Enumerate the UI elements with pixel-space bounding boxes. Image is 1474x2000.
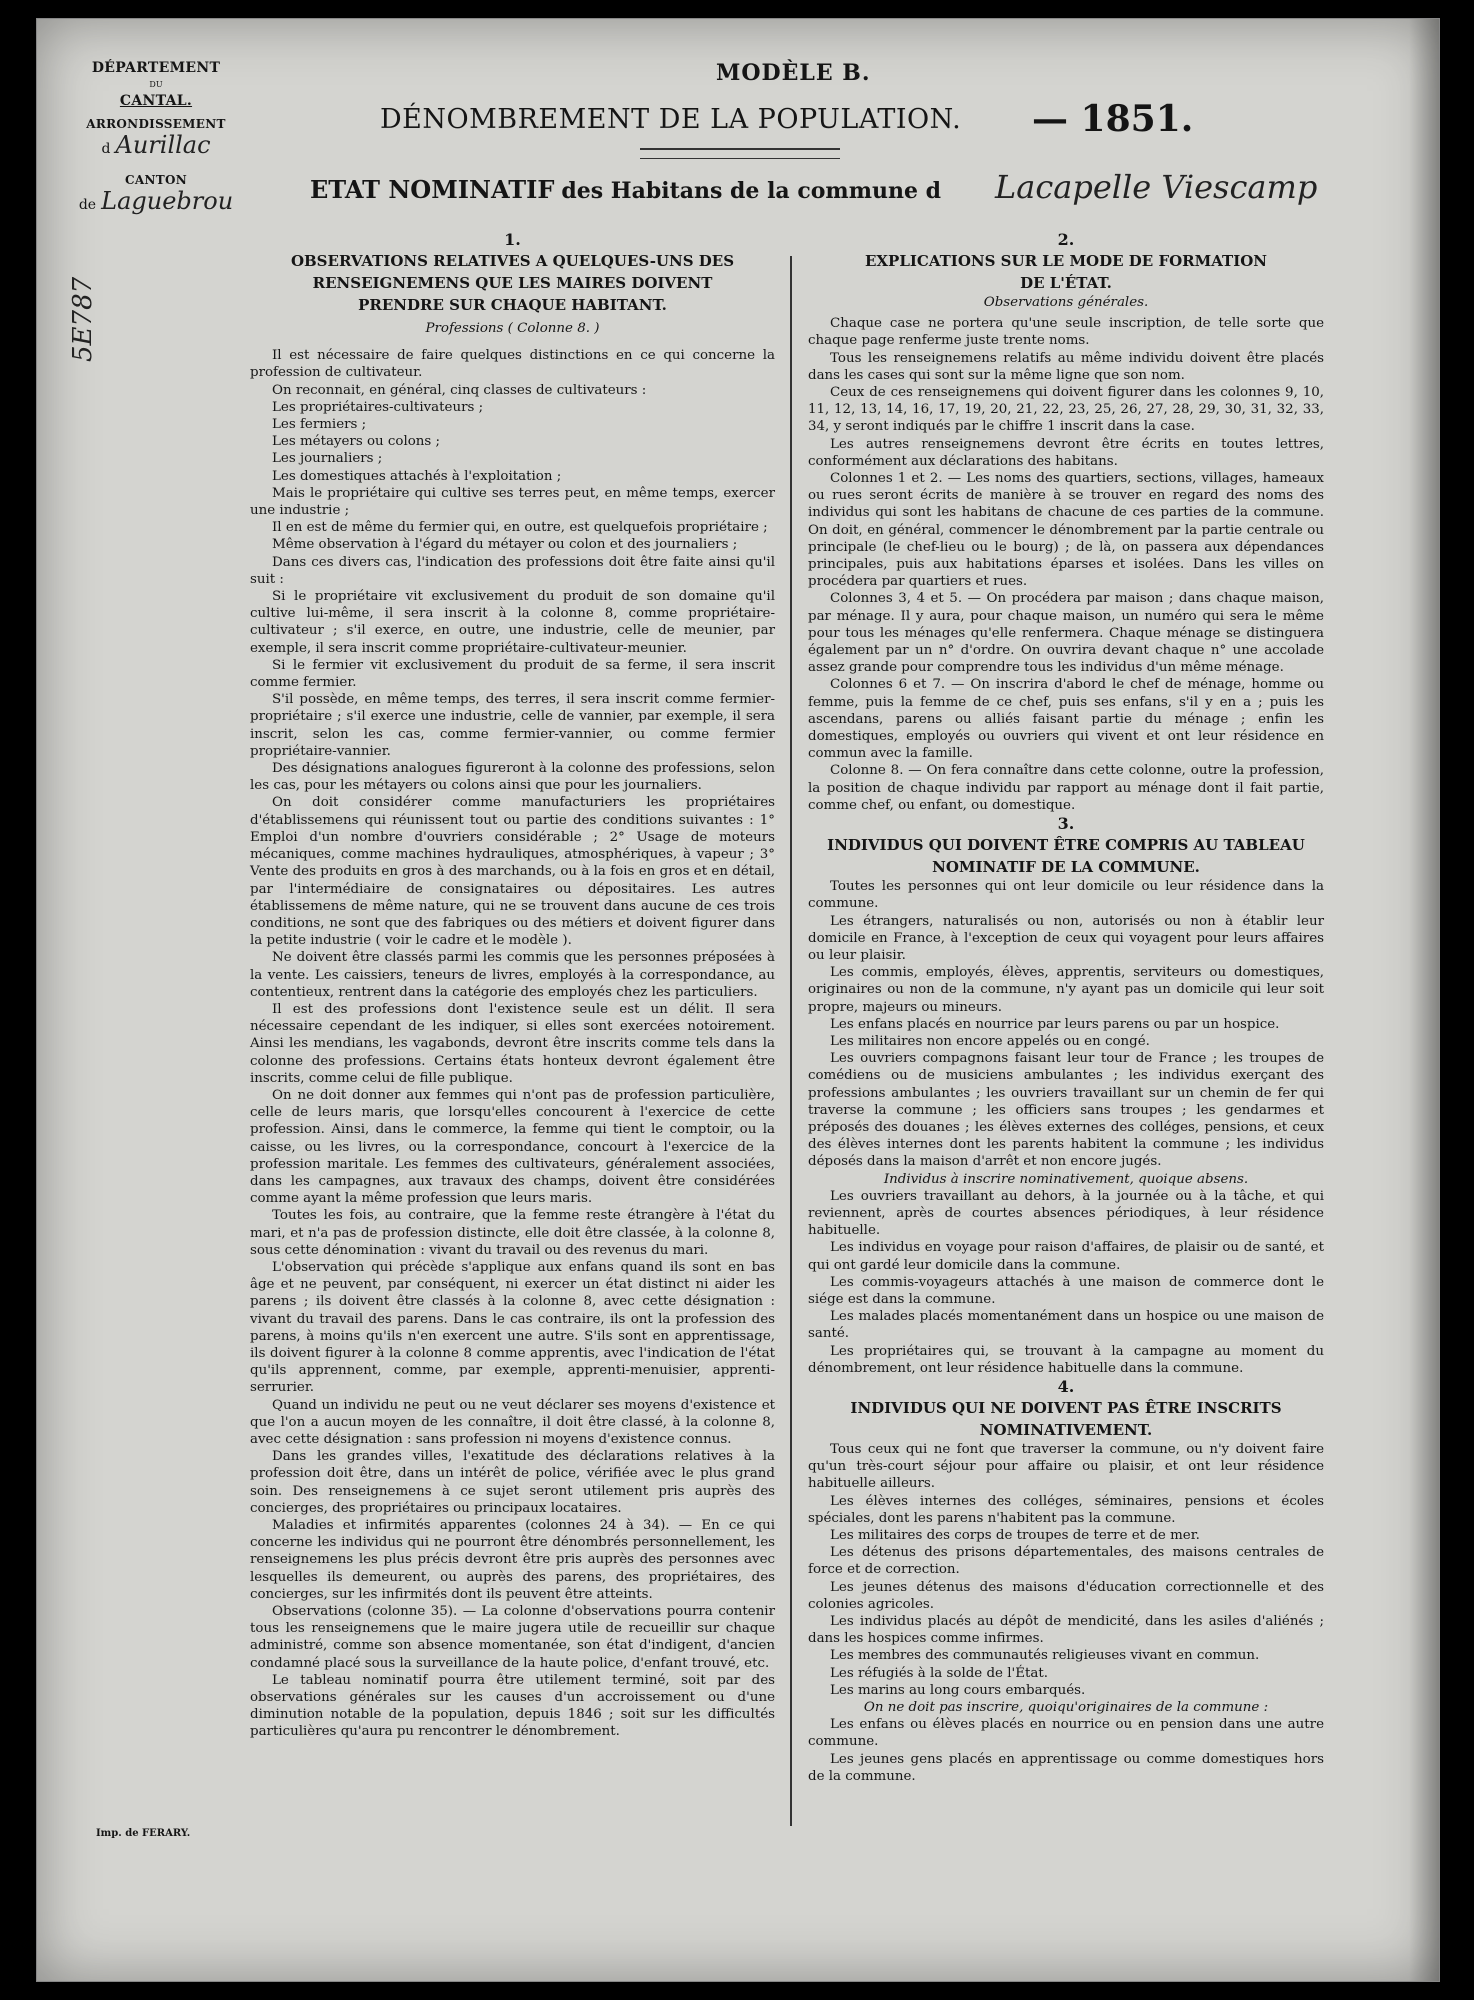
paragraph: Le tableau nominatif pourra être utilement terminé, soit par des observations générales sur les causes d'un accroissement ou d'une diminution notable de la population, depuis 1846 ; soit sur les difficultés particulières qu'aura pu rencontrer le dénombrement. bbox=[250, 1672, 775, 1740]
section-3-absent-body bbox=[808, 1188, 1324, 1377]
paragraph: Les autres renseignemens devront être écrits en toutes lettres, conformément aux déclarations des habitans. bbox=[808, 436, 1324, 469]
paragraph: Les enfans placés en nourrice par leurs parens ou par un hospice. bbox=[830, 1016, 1280, 1032]
paragraph: On reconnait, en général, cinq classes de cultivateurs : bbox=[272, 382, 647, 398]
paragraph: Toutes les fois, au contraire, que la femme reste étrangère à l'état du mari, et n'a pas de profession distincte, elle doit être classée, à la colonne 8, sous cette dénomination : vivant du travail ou des revenus du mari. bbox=[250, 1208, 775, 1258]
paragraph: Les militaires des corps de troupes de terre et de mer. bbox=[830, 1528, 1200, 1543]
paragraph: Les marins au long cours embarqués. bbox=[830, 1682, 1086, 1698]
paragraph: Les jeunes gens placés en apprentissage ou comme domestiques hors de la commune. bbox=[808, 1751, 1324, 1784]
section-4-native-body bbox=[808, 1716, 1324, 1785]
paragraph: Les ouvriers travaillant au dehors, à la journée ou à la tâche, et qui reviennent, après de courtes absences périodiques, à leur résidence habituelle. bbox=[808, 1188, 1324, 1239]
paragraph: Des désignations analogues figureront à la colonne des professions, selon les cas, pour les métayers ou colons ainsi que pour les journaliers. bbox=[250, 761, 775, 794]
paragraph: Les propriétaires-cultivateurs ; bbox=[272, 399, 484, 415]
arrondissement-label: ARRONDISSEMENT bbox=[86, 117, 226, 131]
paragraph: Les individus placés au dépôt de mendicité, dans les asiles d'aliénés ; dans les hospices comme infirmes. bbox=[808, 1614, 1324, 1647]
subtitle-rest: des Habitans de la commune d bbox=[561, 178, 942, 204]
departement-value: CANTAL. bbox=[119, 93, 193, 109]
paragraph: Les étrangers, naturalisés ou non, autorisés ou non à établir leur domicile en France, à l'exception de ceux qui voyagent pour leurs affaires ou leur plaisir. bbox=[808, 913, 1324, 963]
section-3-body bbox=[808, 878, 1324, 1170]
paragraph: Les membres des communautés religieuses vivant en commun. bbox=[830, 1648, 1260, 1664]
section-1-subhead: Professions ( Colonne 8. ) bbox=[425, 321, 600, 336]
section-number-2: 2. bbox=[1057, 230, 1075, 249]
section-4-heading-line-1: INDIVIDUS QUI NE DOIVENT PAS ÊTRE INSCRITS bbox=[850, 1398, 1282, 1417]
section-4-body bbox=[808, 1441, 1324, 1699]
section-1-heading-line-1: OBSERVATIONS RELATIVES A QUELQUES-UNS DES bbox=[290, 252, 735, 270]
canton-row bbox=[58, 187, 254, 215]
section-4-subhead: On ne doit pas inscrire, quoiqu'originaires de la commune : bbox=[863, 1700, 1269, 1716]
section-2-subhead: Observations générales. bbox=[983, 295, 1149, 310]
paragraph: Chaque case ne portera qu'une seule inscription, de telle sorte que chaque page renferme juste trente noms. bbox=[808, 316, 1324, 349]
arrondissement-handwritten: Aurillac bbox=[115, 131, 211, 159]
paragraph: Les enfans ou élèves placés en nourrice ou en pension dans une autre commune. bbox=[808, 1717, 1324, 1750]
page-title: DÉNOMBREMENT DE LA POPULATION. bbox=[380, 104, 962, 135]
paragraph: Les propriétaires qui, se trouvant à la campagne au moment du dénombrement, ont leur résidence habituelle dans la commune. bbox=[808, 1343, 1324, 1376]
paragraph: Même observation à l'égard du métayer ou colon et des journaliers ; bbox=[272, 537, 738, 553]
modele-label: MODÈLE B. bbox=[716, 60, 871, 86]
section-1-heading-line-3: PRENDRE SUR CHAQUE HABITANT. bbox=[358, 296, 667, 314]
paragraph: Les commis-voyageurs attachés à une maison de commerce dont le siége est dans la commune. bbox=[808, 1274, 1324, 1307]
paragraph: Les malades placés momentanément dans un hospice ou une maison de santé. bbox=[808, 1309, 1324, 1342]
section-3-subhead: Individus à inscrire nominativement, quoique absens. bbox=[883, 1171, 1249, 1187]
census-year: — 1851. bbox=[1032, 98, 1194, 140]
paragraph: Les individus en voyage pour raison d'affaires, de plaisir ou de santé, et qui ont gardé leur domicile dans la commune. bbox=[808, 1240, 1324, 1273]
paragraph: Ceux de ces renseignemens qui doivent figurer dans les colonnes 9, 10, 11, 12, 13, 14, 16, 17, 19, 20, 21, 22, 23, 25, 26, 27, 28, 29, 30, 31, 32, 33, 34, y seront indiqués par le chiffre 1 inscrit dans la case. bbox=[808, 385, 1324, 435]
paragraph: Si le propriétaire vit exclusivement du produit de son domaine qu'il cultive lui-même, il sera inscrit à la colonne 8, comme propriétaire-cultivateur ; s'il exerce, en outre, une industrie, celle de meunier, par exemple, il sera inscrit comme propriétaire-cultivateur-meunier. bbox=[250, 589, 775, 656]
canton-handwritten: Laguebrou bbox=[101, 187, 234, 215]
section-number-4: 4. bbox=[1057, 1376, 1075, 1396]
paragraph: Dans ces divers cas, l'indication des professions doit être faite ainsi qu'il suit : bbox=[250, 554, 775, 587]
paragraph: Colonnes 3, 4 et 5. — On procédera par maison ; dans chaque maison, par ménage. Il y aura, pour chaque maison, un numéro qui sera le même pour tous les ménages qu'elle renfermera. Chaque ménage se distinguera également par un n° d'ordre. On ouvrira devant chaque n° une accolade assez grande pour comprendre tous les individus d'un même ménage. bbox=[808, 591, 1324, 676]
paragraph: Il en est de même du fermier qui, en outre, est quelquefois propriétaire ; bbox=[272, 520, 768, 536]
paragraph: Les ouvriers compagnons faisant leur tour de France ; les troupes de comédiens ou de musiciens ambulantes ; les individus exerçant des professions ambulantes ; les ouvriers travaillant sur un chemin de fer qui traverse la commune ; les officiers sans troupes ; les gendarmes et préposés des douanes ; les élèves externes des colléges, pensions, et ceux des élèves internes dont les parents habitent la commune ; les individus déposés dans la maison d'arrêt et non encore jugés. bbox=[808, 1051, 1324, 1170]
paragraph: Les journaliers ; bbox=[272, 451, 383, 467]
paragraph: Colonnes 6 et 7. — On inscrira d'abord le chef de ménage, homme ou femme, puis la femme de ce chef, puis ses enfans, s'il y en a ; puis les ascendans, parens ou alliés faisant partie du ménage ; enfin les domestiques, employés ou ouvriers qui vivent et ont leur résidence en commun avec la famille. bbox=[808, 677, 1324, 762]
section-number-1: 1. bbox=[504, 230, 521, 249]
paragraph: Colonnes 1 et 2. — Les noms des quartiers, sections, villages, hameaux ou rues seront écrits de manière à se trouver en regard des noms des individus qui sont les habitans de chacune de ces parties de la commune. On doit, en général, commencer le dénombrement par la partie centrale ou principale (le chef-lieu ou le bourg) ; de là, on passera aux dépendances principales, puis aux habitations éparses et isolées. Dans les villes on procédera par quartiers et rues. bbox=[808, 471, 1324, 590]
ornament-divider bbox=[640, 148, 840, 159]
column-divider bbox=[790, 256, 792, 1826]
subtitle-lead: ETAT NOMINATIF bbox=[310, 175, 555, 204]
paragraph: Tous les renseignemens relatifs au même individu doivent être placés dans les cases qui sont sur la même ligne que son nom. bbox=[808, 350, 1324, 383]
section-number-3: 3. bbox=[1057, 814, 1075, 834]
paragraph: Quand un individu ne peut ou ne veut déclarer ses moyens d'existence et que l'on a aucun moyen de les connaître, il doit être classé, à la colonne 8, avec cette désignation : sans profession ni moyens d'existence connus. bbox=[250, 1397, 775, 1447]
admin-block bbox=[58, 60, 254, 215]
arrondissement-row bbox=[58, 131, 254, 159]
subtitle bbox=[310, 175, 941, 204]
paragraph: Les jeunes détenus des maisons d'éducation correctionnelle et des colonies agricoles. bbox=[808, 1579, 1324, 1612]
section-4-heading-line-2: NOMINATIVEMENT. bbox=[979, 1420, 1153, 1439]
canton-prefix: de bbox=[78, 197, 97, 213]
paragraph: Les fermiers ; bbox=[272, 417, 367, 433]
section-2-heading-line-2: DE L'ÉTAT. bbox=[1020, 274, 1112, 292]
section-2-heading-line-1: EXPLICATIONS SUR LE MODE DE FORMATION bbox=[864, 252, 1268, 270]
paragraph: Les réfugiés à la solde de l'État. bbox=[830, 1665, 1048, 1681]
paragraph: Mais le propriétaire qui cultive ses terres peut, en même temps, exercer une industrie ; bbox=[250, 485, 775, 519]
paragraph: On doit considérer comme manufacturiers les propriétaires d'établissemens qui réunissent tout ou partie des conditions suivantes : 1° Emploi d'un nombre d'ouvriers considérable ; 2° Usage de moteurs mécaniques, comme machines hydrauliques, atmosphériques, à vapeur ; 3° Vente des produits en gros à des marchands, ou à la fois en gros et en détail, par l'intermédiaire de consignataires ou dépositaires. Les autres établissemens de même nature, qui ne se trouvent dans aucune de ces trois conditions, ne sont que des fabriques ou des métiers et doivent figurer dans la petite industrie ( voir le cadre et le modèle ). bbox=[250, 795, 775, 949]
paragraph: Les métayers ou colons ; bbox=[272, 434, 441, 450]
paragraph: L'observation qui précède s'applique aux enfans quand ils sont en bas âge et ne peuvent, par conséquent, ni exercer un état distinct ni aider les parens ; ils doivent être classés à la colonne 8, avec cette désignation : vivant du travail des parens. Dans le cas contraire, ils ont la profession des parens, à moins qu'ils n'en exercent une autre. S'ils sont en apprentissage, ils doivent figurer à la colonne 8 comme apprentis, avec l'indication de l'état qu'ils apprennent, comme, par exemple, apprenti-menuisier, apprenti-serrurier. bbox=[250, 1259, 775, 1396]
paragraph: Colonne 8. — On fera connaître dans cette colonne, outre la profession, la position de chaque individu par rapport au ménage dont il fait partie, comme chef, ou enfant, ou domestique. bbox=[808, 763, 1324, 813]
paragraph: Il est des professions dont l'existence seule est un délit. Il sera nécessaire cependant de les indiquer, si elles sont exercées notoirement. Ainsi les mendians, les vagabonds, devront être inscrits comme tels dans la colonne des professions. Certains états honteux devront également être inscrits, comme celui de fille publique. bbox=[250, 1001, 775, 1086]
paragraph: Maladies et infirmités apparentes (colonnes 24 à 34). — En ce qui concerne les individus qui ne pourront être dénombrés personnellement, les renseignemens les plus précis devront être pris auprès des personnes avec lesquelles ils demeurent, ou auprès des parens, des propriétaires, des concierges, sur les infirmités dont ils peuvent être atteints. bbox=[250, 1518, 775, 1602]
section-1-heading-line-2: RENSEIGNEMENS QUE LES MAIRES DOIVENT bbox=[312, 274, 713, 292]
paragraph: On ne doit donner aux femmes qui n'ont pas de profession particulière, celle de leurs maris, que lorsqu'elles concourent à l'exercice de cette profession. Ainsi, dans le commerce, la femme qui tient le comptoir, ou la caisse, ou les livres, ou la correspondance, concourt à l'exercice de la profession maritale. Les femmes des cultivateurs, généralement associées, dans les campagnes, aux travaux des champs, doivent être considérées comme ayant la même profession que leurs maris. bbox=[250, 1087, 775, 1207]
canton-label: CANTON bbox=[125, 173, 187, 187]
arrondissement-prefix: d bbox=[101, 141, 111, 157]
paragraph: Il est nécessaire de faire quelques distinctions en ce qui concerne la profession de cultivateur. bbox=[250, 348, 775, 381]
paragraph: S'il possède, en même temps, des terres, il sera inscrit comme fermier-propriétaire ; s'il exerce une industrie, celle de vannier, par exemple, il sera inscrit, selon les cas, comme fermier-vannier, ou comme fermier propriétaire-vannier. bbox=[250, 692, 775, 759]
paragraph: Les militaires non encore appelés ou en congé. bbox=[830, 1033, 1150, 1049]
departement-label: DÉPARTEMENT bbox=[91, 60, 221, 76]
right-column bbox=[808, 230, 1324, 1785]
paragraph: Toutes les personnes qui ont leur domicile ou leur résidence dans la commune. bbox=[808, 879, 1324, 912]
margin-archive-note: 5E787 bbox=[68, 276, 98, 362]
paragraph: Les élèves internes des colléges, séminaires, pensions et écoles spéciales, dont les parens n'habitent pas la commune. bbox=[808, 1493, 1324, 1526]
du-label: DU bbox=[149, 80, 163, 89]
section-3-heading-line-1: INDIVIDUS QUI DOIVENT ÊTRE COMPRIS AU TABLEAU bbox=[827, 836, 1305, 855]
paragraph: Si le fermier vit exclusivement du produit de sa ferme, il sera inscrit comme fermier. bbox=[250, 657, 775, 691]
paragraph: Les détenus des prisons départementales, des maisons centrales de force et de correction. bbox=[808, 1545, 1324, 1578]
year-value: 1851. bbox=[1080, 98, 1194, 140]
printer-credit: Imp. de FERARY. bbox=[96, 1828, 191, 1839]
paragraph: Ne doivent être classés parmi les commis que les personnes préposées à la vente. Les caissiers, teneurs de livres, employés à la correspondance, au contentieux, rentrent dans la catégorie des employés chez les particuliers. bbox=[250, 950, 775, 1000]
paragraph: Les domestiques attachés à l'exploitation ; bbox=[272, 468, 562, 484]
section-2-body bbox=[808, 315, 1324, 814]
section-1-body bbox=[250, 347, 775, 1740]
section-3-heading-line-2: NOMINATIF DE LA COMMUNE. bbox=[932, 858, 1200, 877]
paragraph: Les commis, employés, élèves, apprentis, serviteurs ou domestiques, originaires ou non de la commune, n'y ayant pas un domicile qui leur soit propre, majeurs ou mineurs. bbox=[808, 965, 1324, 1015]
paragraph: Observations (colonne 35). — La colonne d'observations pourra contenir tous les renseignemens que le maire jugera utile de recueillir sur chaque administré, comme son absence momentanée, son état d'indigent, d'ancien condamné placé sous la surveillance de la haute police, d'enfant trouvé, etc. bbox=[250, 1604, 775, 1671]
commune-name-handwritten: Lacapelle Viescamp bbox=[995, 168, 1318, 206]
paragraph: Tous ceux qui ne font que traverser la commune, ou n'y doivent faire qu'un très-court séjour pour affaire ou plaisir, et ont leur résidence habituelle ailleurs. bbox=[808, 1441, 1324, 1492]
paragraph: Dans les grandes villes, l'exatitude des déclarations relatives à la profession doit être, dans un intérêt de police, vérifiée avec le plus grand soin. Des renseignemens à ce sujet seront utilement pris auprès des concierges, des propriétaires ou principaux locataires. bbox=[250, 1449, 775, 1516]
left-column bbox=[250, 230, 775, 1741]
